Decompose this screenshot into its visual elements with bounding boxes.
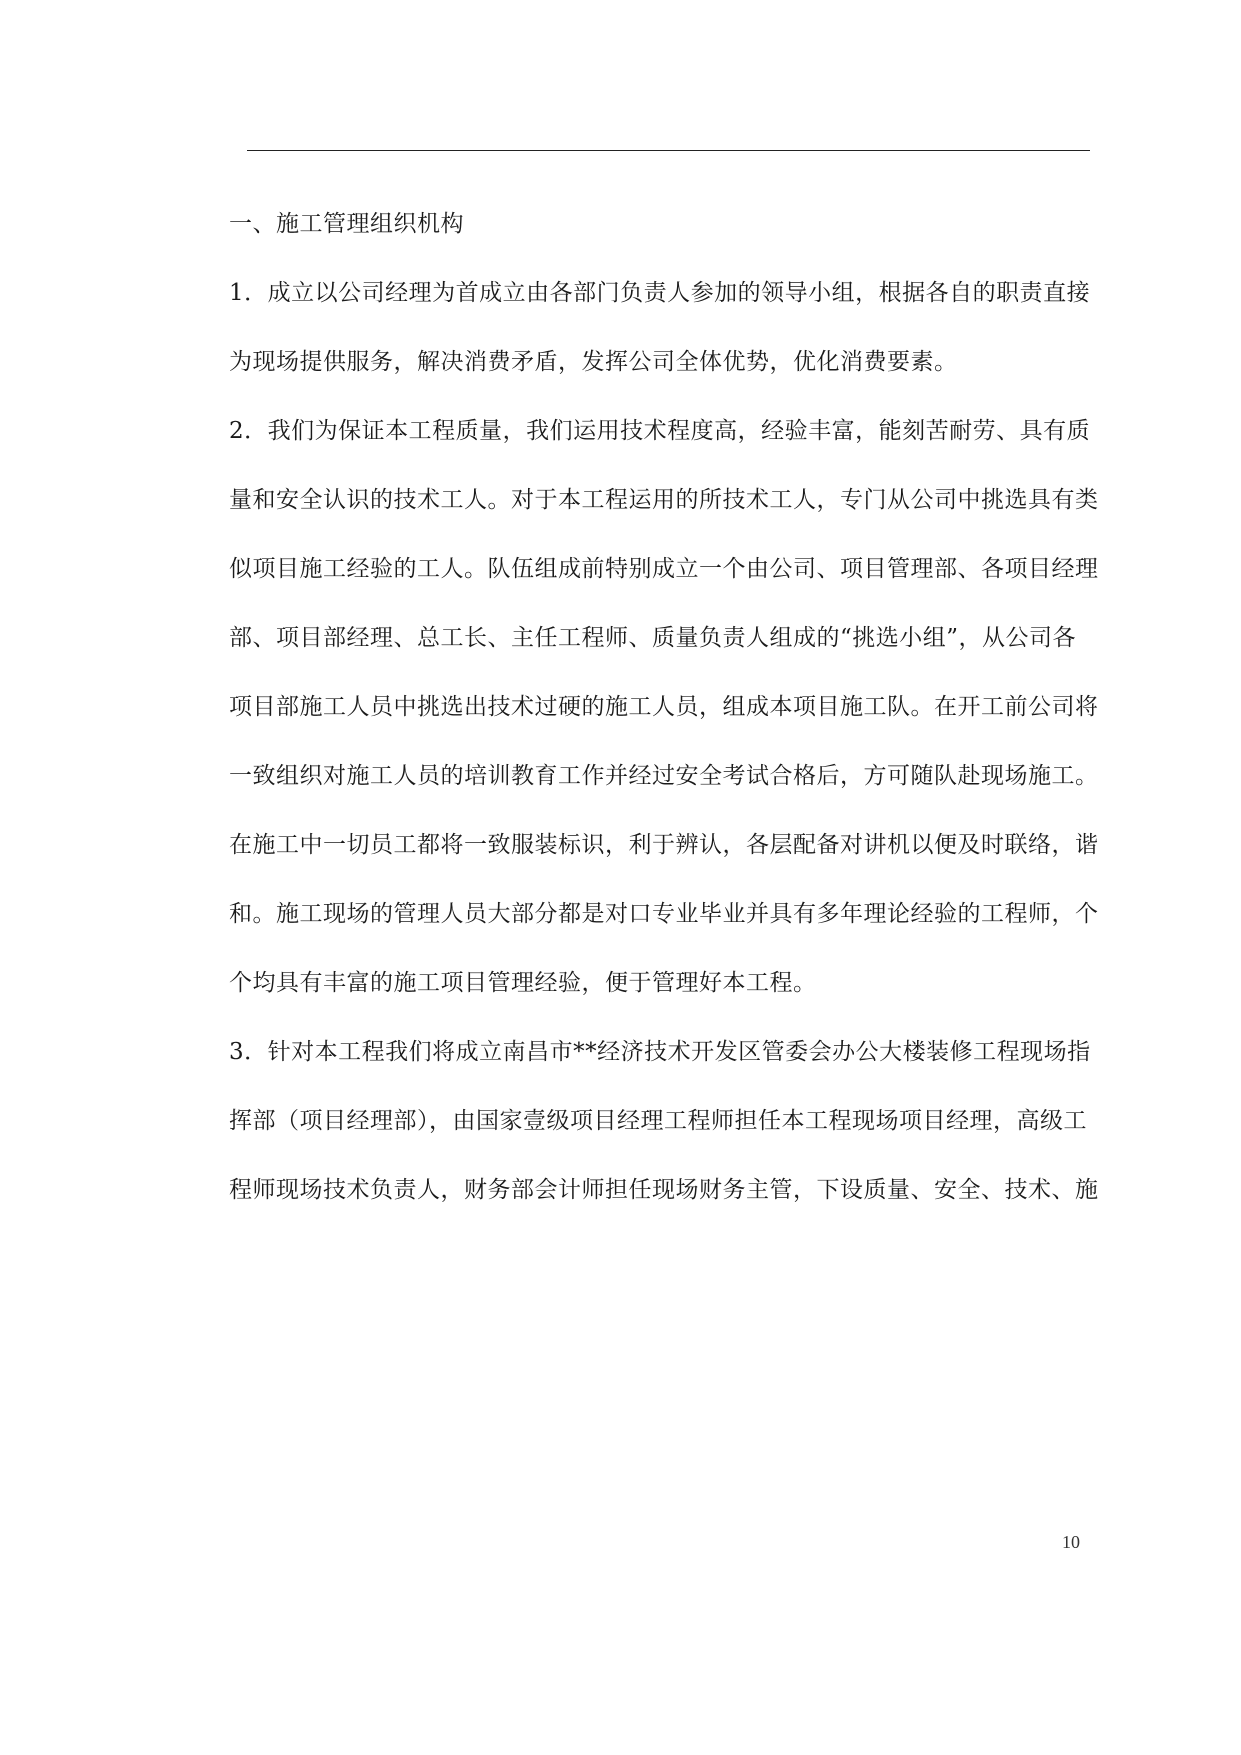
paragraph-line: 项目部施工人员中挑选出技术过硬的施工人员，组成本项目施工队。在开工前公司将 <box>229 694 1099 720</box>
section-heading: 一、施工管理组织机构 <box>229 211 464 237</box>
paragraph-line: 量和安全认识的技术工人。对于本工程运用的所技术工人，专门从公司中挑选具有类 <box>229 487 1099 513</box>
paragraph-line: 和。施工现场的管理人员大部分都是对口专业毕业并具有多年理论经验的工程师，个 <box>229 901 1099 927</box>
paragraph-line: 为现场提供服务，解决消费矛盾，发挥公司全体优势，优化消费要素。 <box>229 349 958 375</box>
paragraph-line: 1．成立以公司经理为首成立由各部门负责人参加的领导小组，根据各自的职责直接 <box>229 280 1091 306</box>
body-text <box>229 190 1129 1225</box>
paragraph-line: 程师现场技术负责人，财务部会计师担任现场财务主管，下设质量、安全、技术、施 <box>229 1177 1099 1203</box>
paragraph-line: 挥部（项目经理部），由国家壹级项目经理工程师担任本工程现场项目经理，高级工 <box>229 1108 1087 1134</box>
page-number: 10 <box>1062 1532 1080 1552</box>
header-rule <box>247 150 1090 151</box>
paragraph-line: 部、项目部经理、总工长、主任工程师、质量负责人组成的“挑选小组”，从公司各 <box>229 625 1077 651</box>
paragraph-line: 一致组织对施工人员的培训教育工作并经过安全考试合格后，方可随队赴现场施工。 <box>229 763 1099 789</box>
paragraph-line: 个均具有丰富的施工项目管理经验，便于管理好本工程。 <box>229 970 817 996</box>
paragraph-line: 3．针对本工程我们将成立南昌市**经济技术开发区管委会办公大楼装修工程现场指 <box>229 1039 1091 1065</box>
paragraph-line: 在施工中一切员工都将一致服装标识，利于辨认，各层配备对讲机以便及时联络，谐 <box>229 832 1099 858</box>
paragraph-line: 2．我们为保证本工程质量，我们运用技术程度高，经验丰富，能刻苦耐劳、具有质 <box>229 418 1091 444</box>
paragraph-line: 似项目施工经验的工人。队伍组成前特别成立一个由公司、项目管理部、各项目经理 <box>229 556 1099 582</box>
